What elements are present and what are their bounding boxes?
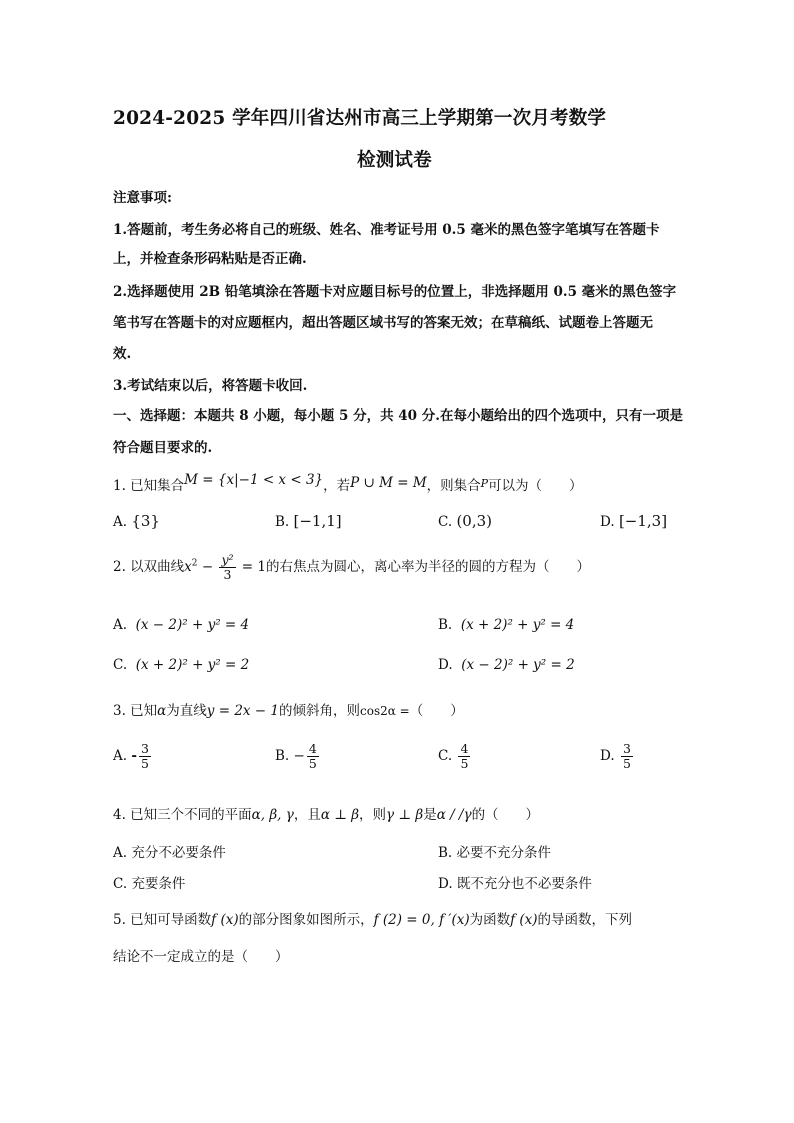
q2-option-d-value: (x − 2)² + y² = 2 <box>461 657 575 673</box>
q1-end: 可以为（ ） <box>488 478 583 494</box>
q3-end: （ ） <box>409 703 464 719</box>
q5-mid: 的部分图象如图所示， <box>238 912 374 928</box>
q3-option-c <box>438 742 472 771</box>
section-heading-a: 一、选择题：本题共 8 小题，每小题 5 分，共 40 分.在每小题给出的四个选项中，只有一项是 <box>113 408 683 424</box>
q4-cond3: α / /γ <box>436 807 472 823</box>
q4-end: 的（ ） <box>471 807 540 823</box>
question-5 <box>113 908 632 928</box>
q3-option-d <box>600 742 635 771</box>
q1-condition: P ∪ M = M <box>350 475 427 491</box>
notice-item-1a: 1.答题前，考生务必将自己的班级、姓名、准考证号用 0.5 毫米的黑色签字笔填写在答题卡 <box>113 222 660 238</box>
q2-option-c-label: C. <box>113 657 128 673</box>
q4-planes: α, β, γ <box>251 807 294 823</box>
q5-mid2: 为函数 <box>469 912 511 928</box>
q4-mid3: 是 <box>423 807 437 823</box>
q2-minus: − <box>197 559 218 575</box>
q2-option-c <box>113 657 249 673</box>
q3-option-a-num: 3 <box>140 741 149 756</box>
q3-option-a <box>113 742 153 771</box>
q2-x: x <box>184 559 192 575</box>
q5-cond: f (2) = 0, f ′(x) <box>373 912 470 928</box>
notice-item-2c: 效. <box>113 346 132 362</box>
q2-eq: = 1 <box>237 559 266 575</box>
q5-f1: f (x) <box>211 912 239 928</box>
q4-option-b-value: 必要不充分条件 <box>456 845 552 861</box>
q4-cond2: γ ⊥ β <box>386 807 424 823</box>
q1-p: P <box>480 477 489 490</box>
q4-option-c-label: C. <box>113 876 128 892</box>
q2-option-d-label: D. <box>438 657 453 673</box>
question-2 <box>113 553 590 582</box>
q4-cond1: α ⊥ β <box>320 807 360 823</box>
q2-option-a <box>113 617 249 633</box>
section-heading-b: 符合题目要求的. <box>113 440 213 456</box>
q2-option-b <box>438 617 574 633</box>
q3-option-d-den: 5 <box>622 756 631 771</box>
q2-prefix: 2. 以双曲线 <box>113 559 185 575</box>
q3-option-d-label: D. <box>600 748 615 764</box>
q1-mid: ，若 <box>323 478 351 494</box>
q2-denominator: 3 <box>223 567 232 582</box>
q3-option-b-den: 5 <box>308 756 317 771</box>
q2-option-b-value: (x + 2)² + y² = 4 <box>460 617 575 633</box>
page-title: 2024-2025 学年四川省达州市高三上学期第一次月考数学 <box>113 108 607 129</box>
notice-heading: 注意事项: <box>113 190 172 206</box>
q2-option-a-label: A. <box>113 617 128 633</box>
q3-option-b <box>275 742 321 771</box>
q3-mid: 为直线 <box>166 703 207 719</box>
q1-set-m: M = {x|−1 < x < 3} <box>184 472 324 488</box>
q2-fraction <box>219 553 235 582</box>
q3-option-a-den: 5 <box>140 756 149 771</box>
q5-end: 的导函数，下列 <box>537 912 633 928</box>
q2-numerator: y² <box>221 552 234 567</box>
q1-option-b-value: [−1,1] <box>293 512 342 530</box>
q4-option-d <box>438 872 592 892</box>
q3-option-d-num: 3 <box>622 741 631 756</box>
q3-option-c-fraction <box>458 742 470 771</box>
q4-mid2: ，则 <box>359 807 387 823</box>
q2-x-exp: 2 <box>191 558 198 569</box>
q4-prefix: 4. 已知三个不同的平面 <box>113 807 252 823</box>
q3-prefix: 3. 已知 <box>113 703 158 719</box>
q4-option-d-label: D. <box>438 876 453 892</box>
q3-mid2: 的倾斜角，则 <box>279 703 361 719</box>
notice-item-3: 3.考试结束以后，将答题卡收回. <box>113 378 308 394</box>
q4-option-d-value: 既不充分也不必要条件 <box>456 876 592 892</box>
page-subtitle: 检测试卷 <box>357 150 432 171</box>
q2-option-d <box>438 657 575 673</box>
question-3 <box>113 699 464 719</box>
q1-option-b-label: B. <box>275 514 290 530</box>
q1-prefix: 1. 已知集合 <box>113 478 185 494</box>
q2-option-c-value: (x + 2)² + y² = 2 <box>135 657 250 673</box>
q4-option-b <box>438 841 551 861</box>
q2-option-a-value: (x − 2)² + y² = 4 <box>135 617 250 633</box>
q1-option-d-label: D. <box>600 514 615 530</box>
q1-option-b <box>275 512 342 530</box>
q4-option-c-value: 充要条件 <box>131 876 186 892</box>
q1-option-d <box>600 512 667 530</box>
q1-option-a <box>113 512 160 530</box>
q3-option-a-sign: - <box>131 748 137 764</box>
q3-option-a-label: A. <box>113 748 128 764</box>
q1-option-a-value: {3} <box>131 512 160 530</box>
notice-item-2b: 笔书写在答题卡的对应题框内，超出答题区域书写的答案无效；在草稿纸、试题卷上答题无 <box>113 315 653 331</box>
q5-line2: 结论不一定成立的是（ ） <box>113 949 289 965</box>
q5-f2: f (x) <box>510 912 538 928</box>
question-4 <box>113 803 539 823</box>
q4-option-c <box>113 872 185 892</box>
q2-option-b-label: B. <box>438 617 453 633</box>
q3-option-a-fraction <box>139 742 151 771</box>
q3-option-c-den: 5 <box>460 756 469 771</box>
q4-mid: ，且 <box>293 807 321 823</box>
q2-suffix: 的右焦点为圆心，离心率为半径的圆的方程为（ ） <box>266 559 590 575</box>
q1-suffix: ，则集合 <box>426 478 481 494</box>
q1-option-a-label: A. <box>113 514 128 530</box>
q1-option-c-label: C. <box>438 514 453 530</box>
notice-item-2a: 2.选择题使用 2B 铅笔填涂在答题卡对应题目标号的位置上，非选择题用 0.5 毫米的黑色签字 <box>113 284 677 300</box>
q1-option-d-value: [−1,3] <box>618 512 668 530</box>
q3-option-c-label: C. <box>438 748 453 764</box>
question-1 <box>113 474 583 494</box>
q4-option-a <box>113 841 226 861</box>
q3-line: y = 2x − 1 <box>206 703 280 719</box>
notice-item-1b: 上，并检查条形码粘贴是否正确. <box>113 251 307 267</box>
q3-option-b-num: 4 <box>308 741 317 756</box>
q3-alpha: α <box>157 703 167 719</box>
q3-option-d-fraction <box>621 742 633 771</box>
q4-option-b-label: B. <box>438 845 453 861</box>
q3-expr: cos2α = <box>360 704 410 718</box>
q3-option-b-sign: − <box>293 748 305 764</box>
q4-option-a-value: 充分不必要条件 <box>131 845 226 861</box>
q5-prefix: 5. 已知可导函数 <box>113 912 212 928</box>
q1-option-c-value: (0,3) <box>456 512 492 530</box>
q3-option-b-fraction <box>307 742 319 771</box>
q3-option-b-label: B. <box>275 748 290 764</box>
q4-option-a-label: A. <box>113 845 128 861</box>
q3-option-c-num: 4 <box>460 741 469 756</box>
q1-option-c <box>438 512 492 530</box>
